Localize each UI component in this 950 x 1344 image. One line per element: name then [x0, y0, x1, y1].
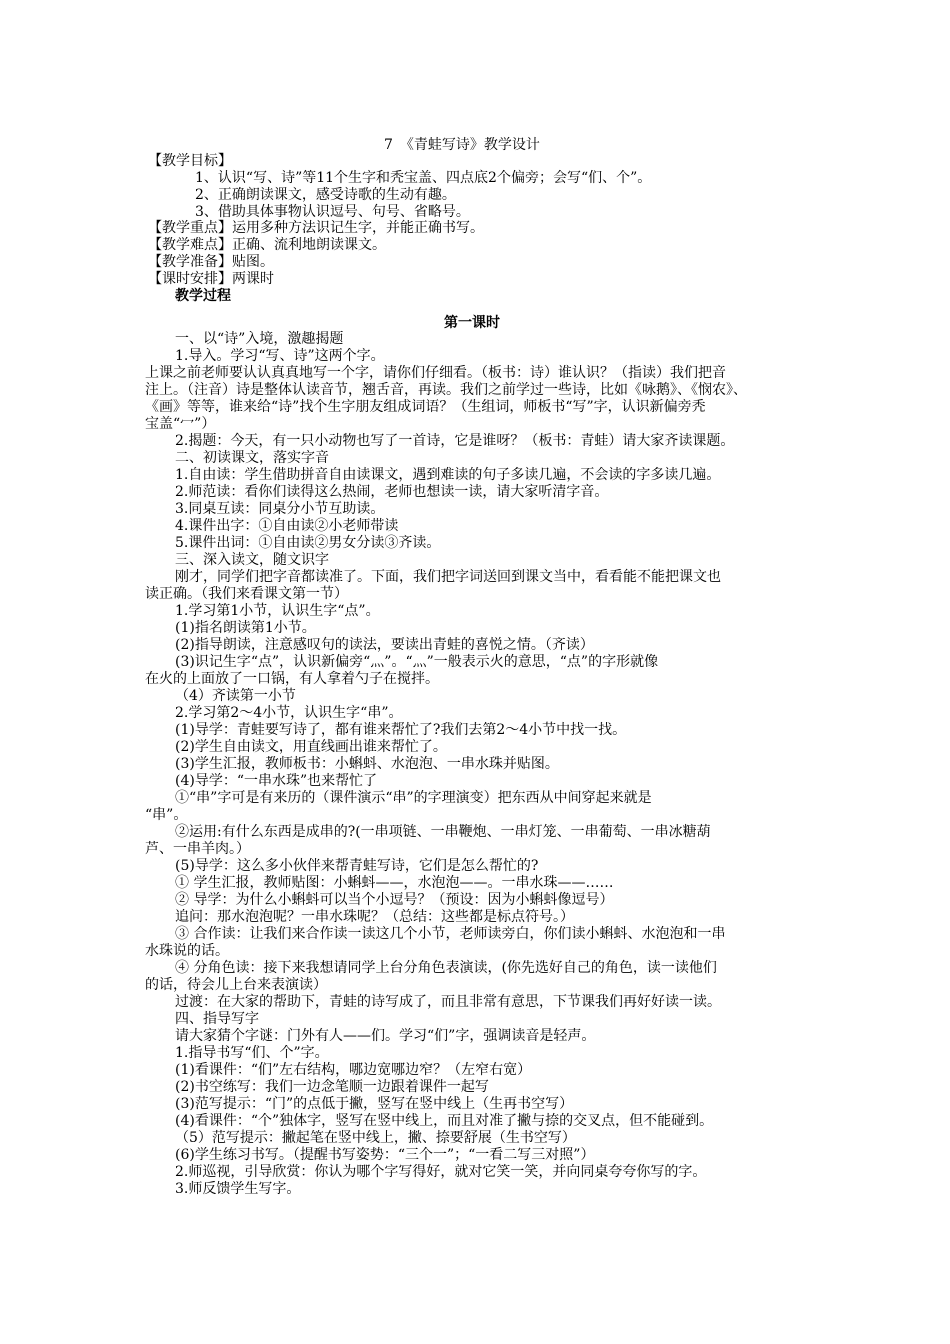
body-line: 读正确。（我们来看课文第一节）	[145, 586, 348, 602]
body-line: (1)指名朗读第1小节。	[175, 620, 316, 636]
body-line: 1.自由读：学生借助拼音自由读课文，遇到难读的句子多读几遍，不会读的字多读几遍。	[175, 467, 721, 483]
body-line: ①“串”字可是有来历的（课件演示“串”的字理演变）把东西从中间穿起来就是	[175, 790, 652, 806]
body-line: 《画》等等，谁来给“诗”找个生字朋友组成词语？（生组词，师板书“写”字，认识新偏旁秃	[145, 399, 706, 415]
preparation-line: 【教学准备】贴图。	[148, 254, 274, 270]
body-line: 3.同桌互读：同桌分小节互助读。	[175, 501, 385, 517]
objective-item: 1、认识“写、诗”等11个生字和秃宝盖、四点底2个偏旁；会写“们、个”。	[195, 170, 652, 186]
objective-item: 3、借助具体事物认识逗号、句号、省略号。	[195, 204, 470, 220]
body-line: 刚才，同学们把字音都读准了。下面，我们把字词送回到课文当中，看看能不能把课文也	[175, 569, 721, 585]
body-line: (3)识记生字“点”，认识新偏旁“灬”。“灬”一般表示火的意思，“点”的字形就像	[175, 654, 659, 670]
body-line: (3)学生汇报，教师板书：小蝌蚪、水泡泡、一串水珠并贴图。	[175, 756, 559, 772]
body-line: 在火的上面放了一口锅，有人拿着勺子在搅拌。	[145, 671, 439, 687]
body-line: ③ 合作读：让我们来合作读一读这几个小节，老师读旁白，你们读小蝌蚪、水泡泡和一串	[175, 926, 726, 942]
body-line: 水珠说的话。	[145, 943, 229, 959]
body-line: 1.导入。学习“写、诗”这两个字。	[175, 348, 385, 364]
body-line: 3.师反馈学生写字。	[175, 1181, 301, 1197]
body-line: 二、初读课文，落实字音	[175, 450, 329, 466]
body-line: 2.师巡视，引导欣赏：你认为哪个字写得好，就对它笑一笑，并向同桌夸夸你写的字。	[175, 1164, 707, 1180]
body-line: (2)指导朗读，注意感叹句的读法，要读出青蛙的喜悦之情。（齐读）	[175, 637, 594, 653]
body-line: ② 导学：为什么小蝌蚪可以当个小逗号？（预设：因为小蝌蚪像逗号）	[175, 892, 614, 908]
body-line: (2)书空练写：我们一边念笔顺一边跟着课件一起写	[175, 1079, 489, 1095]
body-line: 2.揭题：今天，有一只小动物也写了一首诗，它是谁呀？（板书：青蛙）请大家齐读课题。	[175, 433, 735, 449]
body-line: (1)导学：青蛙要写诗了，都有谁来帮忙了?我们去第2～4小节中找一找。	[175, 722, 627, 738]
body-line: 2.学习第2～4小节，认识生字“串”。	[175, 705, 403, 721]
schedule-line: 【课时安排】两课时	[148, 271, 274, 287]
body-line: “串”。	[145, 807, 188, 823]
lesson-heading: 第一课时	[444, 315, 500, 331]
body-line: 的话，待会儿上台来表演读）	[145, 977, 327, 993]
body-line: 1.学习第1小节，认识生字“点”。	[175, 603, 380, 619]
body-line: ②运用:有什么东西是成串的?(一串项链、一串鞭炮、一串灯笼、一串葡萄、一串冰糖葫	[175, 824, 711, 840]
body-line: 一、以“诗”入境，激趣揭题	[175, 331, 344, 347]
body-line: ④ 分角色读：接下来我想请同学上台分角色表演读，(你先选好自己的角色，读一读他们	[175, 960, 717, 976]
key-point-line: 【教学重点】运用多种方法识记生字，并能正确书写。	[148, 220, 484, 236]
body-line: (4)导学：“一串水珠”也来帮忙了	[175, 773, 378, 789]
body-line: (4)看课件：“个”独体字，竖写在竖中线上，而且对准了撇与捺的交叉点，但不能碰到。	[175, 1113, 714, 1129]
body-line: 四、指导写字	[175, 1011, 259, 1027]
body-line: （4）齐读第一小节	[175, 688, 296, 704]
body-line: 宝盖“冖”）	[145, 416, 216, 432]
body-line: 2.师范读：看你们读得这么热闹，老师也想读一读，请大家听清字音。	[175, 484, 609, 500]
body-line: ① 学生汇报，教师贴图：小蝌蚪——，水泡泡——。一串水珠——……	[175, 875, 614, 891]
body-line: 三、深入读文，随文识字	[175, 552, 329, 568]
body-line: (6)学生练习书写。（提醒书写姿势：“三个一”；“一看二写三对照”）	[175, 1147, 595, 1163]
body-line: (3)范写提示：“门”的点低于撇，竖写在竖中线上（生再书空写）	[175, 1096, 574, 1112]
body-line: 4.课件出字：①自由读②小老师带读	[175, 518, 399, 534]
body-line: (2)学生自由读文，用直线画出谁来帮忙了。	[175, 739, 447, 755]
section-label-objectives: 【教学目标】	[148, 153, 232, 169]
body-line: 5.课件出词：①自由读②男女分读③齐读。	[175, 535, 441, 551]
body-line: （5）范写提示：撇起笔在竖中线上，撇、捺要舒展（生书空写）	[175, 1130, 576, 1146]
body-line: 追问：那水泡泡呢？一串水珠呢？（总结：这些都是标点符号。）	[175, 909, 574, 925]
body-line: 过渡：在大家的帮助下，青蛙的诗写成了，而且非常有意思，下节课我们再好好读一读。	[175, 994, 721, 1010]
body-line: 1.指导书写“们、个”字。	[175, 1045, 329, 1061]
objective-item: 2、正确朗读课文，感受诗歌的生动有趣。	[195, 187, 456, 203]
body-line: (1)看课件：“们”左右结构，哪边宽哪边窄？（左窄右宽）	[175, 1062, 532, 1078]
process-heading: 教学过程	[175, 288, 231, 304]
difficulty-line: 【教学难点】正确、流利地朗读课文。	[148, 237, 386, 253]
body-line: 注上。（注音）诗是整体认读音节，翘舌音，再读。我们之前学过一些诗，比如《咏鹅》、《悯农》、	[145, 382, 747, 398]
body-line: (5)导学：这么多小伙伴来帮青蛙写诗，它们是怎么帮忙的?	[175, 858, 539, 874]
body-line: 上课之前老师要认认真真地写一个字，请你们仔细看。（板书：诗）谁认识？（指读）我们把音	[145, 365, 726, 381]
body-line: 请大家猜个字谜：门外有人——们。学习“们”字，强调读音是轻声。	[175, 1028, 596, 1044]
document-title: 7 《青蛙写诗》教学设计	[384, 137, 540, 153]
body-line: 芦、一串羊肉。）	[145, 841, 250, 857]
